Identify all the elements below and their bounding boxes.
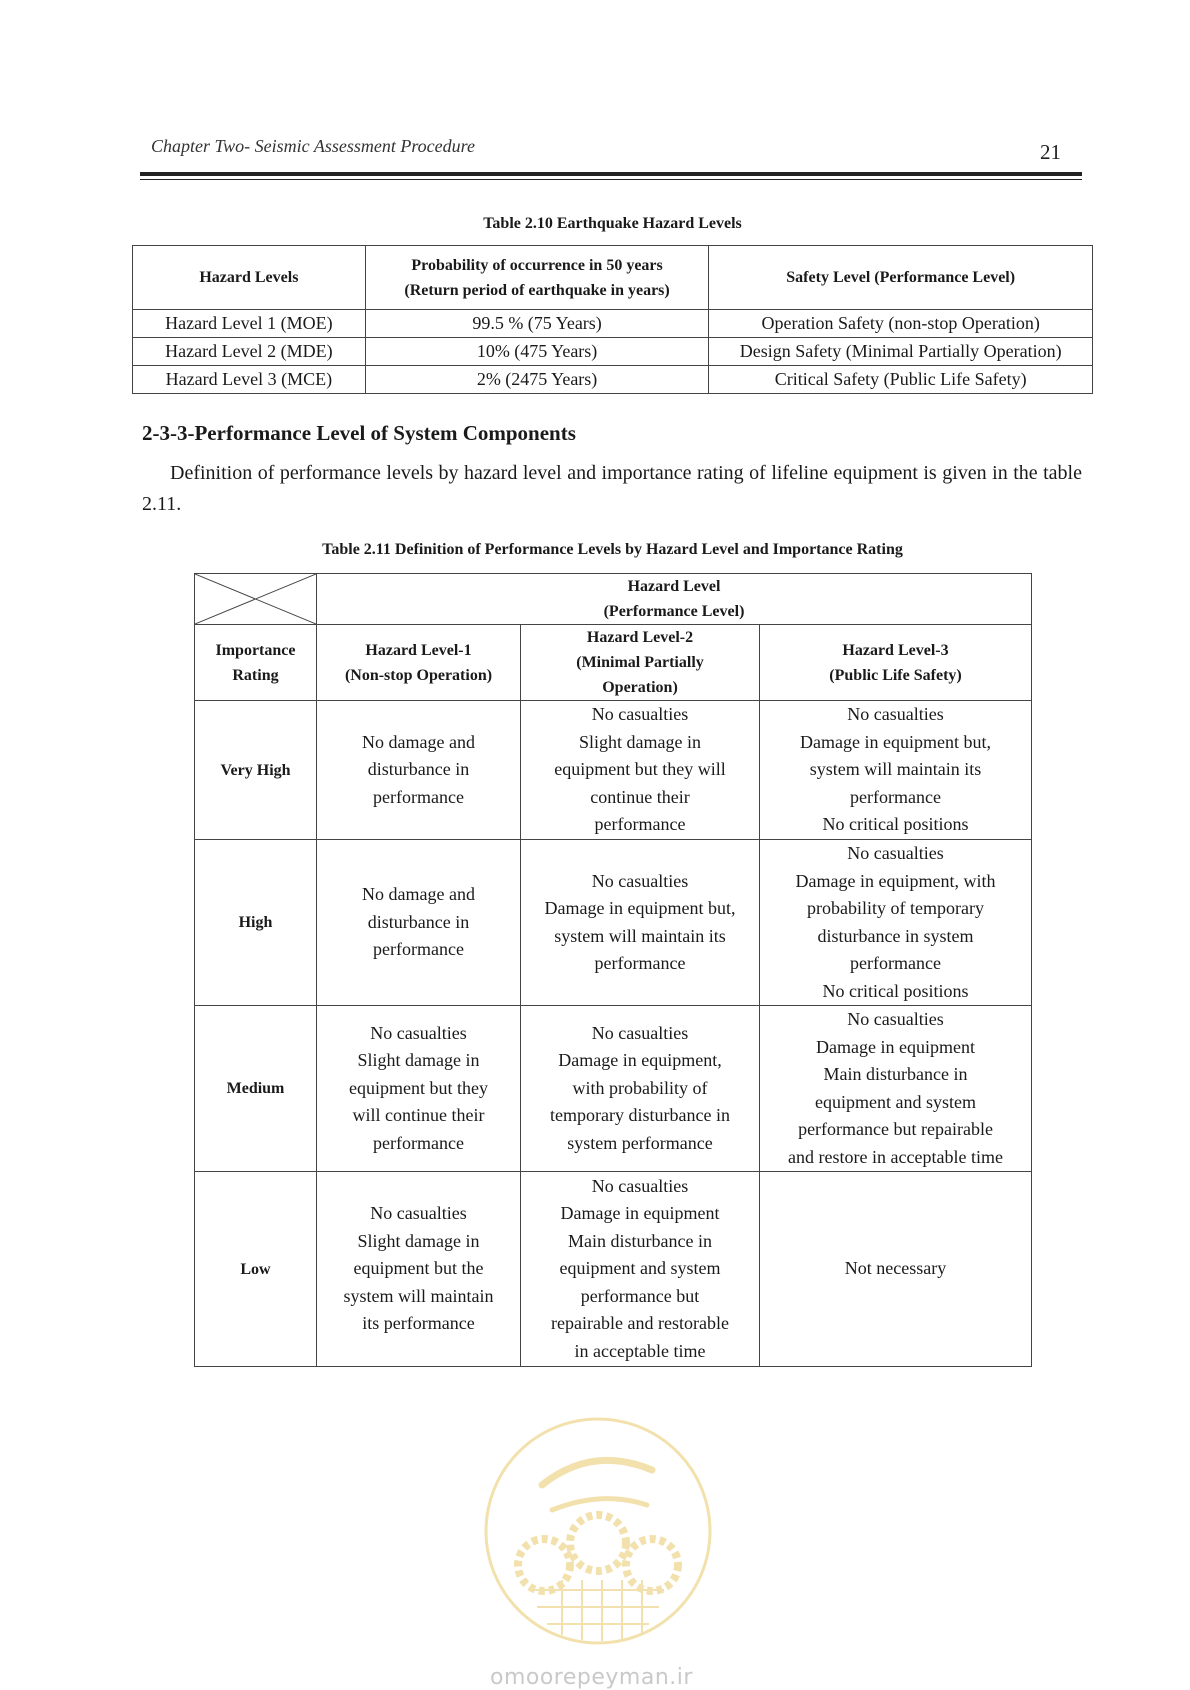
header-hazard-level-3 bbox=[760, 625, 1032, 701]
header-line: Hazard Level-1 bbox=[365, 641, 472, 659]
cell-line: disturbance in system bbox=[817, 925, 974, 946]
section-heading: 2-3-3-Performance Level of System Components bbox=[142, 421, 576, 445]
cell-line: Damage in equipment but, bbox=[800, 731, 991, 752]
header-hazard-level-2 bbox=[521, 625, 760, 701]
cell-line: performance bbox=[850, 953, 941, 973]
cell-line: No critical positions bbox=[822, 814, 969, 835]
corner-cell bbox=[195, 574, 317, 625]
header-line: Rating bbox=[232, 666, 279, 684]
header-line: Operation) bbox=[602, 679, 678, 696]
cell-line: probability of temporary bbox=[807, 898, 984, 918]
cell-line: No critical positions bbox=[822, 980, 969, 1001]
cell-line: No casualties bbox=[847, 1009, 944, 1029]
table-row bbox=[133, 366, 1093, 394]
header-probability-line2: (Return period of earthquake in years) bbox=[404, 281, 670, 299]
cell-line: No damage and bbox=[362, 731, 475, 752]
table-2-10-caption: Table 2.10 Earthquake Hazard Levels bbox=[483, 215, 742, 232]
header-rule-thick bbox=[140, 172, 1082, 176]
cell-safety: Design Safety (Minimal Partially Operation) bbox=[709, 338, 1093, 366]
cell-line: Main disturbance in bbox=[823, 1064, 968, 1084]
cell-line: Slight damage in bbox=[357, 1230, 480, 1251]
cell-h3 bbox=[760, 701, 1032, 840]
cell-h3 bbox=[760, 1172, 1032, 1367]
cell-h2 bbox=[521, 840, 760, 1006]
cell-line: Slight damage in bbox=[357, 1050, 480, 1071]
cell-h2 bbox=[521, 701, 760, 840]
chapter-title: Chapter Two- Seismic Assessment Procedure bbox=[151, 136, 475, 156]
header-rule-thin bbox=[140, 179, 1082, 180]
group-header-row bbox=[195, 574, 1032, 625]
table-row bbox=[133, 310, 1093, 338]
cell-line: and restore in acceptable time bbox=[788, 1146, 1003, 1167]
cell-line: disturbance in bbox=[367, 759, 470, 780]
cell-line: performance bbox=[373, 1132, 464, 1153]
watermark-site: omoorepeyman.ir bbox=[490, 1665, 693, 1690]
cell-importance-rating: Medium bbox=[195, 1006, 317, 1172]
cell-line: Damage in equipment, bbox=[558, 1050, 722, 1071]
header-hazard-level-1 bbox=[317, 625, 521, 701]
section-paragraph: Definition of performance levels by hazard level and importance rating of lifeline equipment is given in the table 2.11. bbox=[142, 462, 1082, 515]
header-safety-level: Safety Level (Performance Level) bbox=[709, 246, 1093, 310]
cell-h1 bbox=[317, 701, 521, 840]
cell-line: equipment but they will bbox=[554, 759, 726, 780]
cell-line: its performance bbox=[362, 1313, 475, 1334]
cell-line: No damage and bbox=[362, 884, 475, 905]
cell-line: system will maintain bbox=[343, 1285, 494, 1306]
cell-line: system performance bbox=[567, 1132, 713, 1153]
cell-line: performance bbox=[594, 953, 686, 973]
cell-line: performance but bbox=[580, 1285, 700, 1306]
cell-line: in acceptable time bbox=[574, 1340, 706, 1361]
cell-hazard: Hazard Level 3 (MCE) bbox=[133, 366, 366, 394]
header-line: Hazard Level-2 bbox=[586, 629, 694, 646]
header-line: (Non-stop Operation) bbox=[344, 666, 493, 684]
cell-line: No casualties bbox=[370, 1203, 467, 1224]
cell-safety: Operation Safety (non-stop Operation) bbox=[709, 310, 1093, 338]
hazard-level-group-header bbox=[317, 574, 1032, 625]
cell-line: No casualties bbox=[847, 704, 944, 725]
cell-probability: 2% (2475 Years) bbox=[365, 366, 709, 394]
cell-h1 bbox=[317, 1006, 521, 1172]
diagonal-cross-icon bbox=[195, 574, 316, 624]
cell-importance-rating: Low bbox=[195, 1172, 317, 1367]
cell-h1 bbox=[317, 840, 521, 1006]
cell-line: Not necessary bbox=[844, 1258, 947, 1279]
cell-line: performance bbox=[594, 814, 686, 835]
header-probability bbox=[365, 246, 709, 310]
page-number: 21 bbox=[1040, 140, 1061, 164]
seal-logo-icon bbox=[482, 1415, 714, 1647]
cell-line: Damage in equipment, with bbox=[795, 870, 996, 891]
header-importance-rating bbox=[195, 625, 317, 701]
cell-importance-rating: High bbox=[195, 840, 317, 1006]
table-row bbox=[195, 701, 1032, 840]
cell-line: Damage in equipment bbox=[816, 1036, 975, 1057]
table-row bbox=[195, 1006, 1032, 1172]
table-row bbox=[133, 338, 1093, 366]
cell-line: performance bbox=[850, 786, 941, 807]
table-2-11-caption: Table 2.11 Definition of Performance Levels by Hazard Level and Importance Rating bbox=[322, 541, 903, 558]
cell-line: equipment and system bbox=[815, 1091, 976, 1112]
cell-line: Damage in equipment bbox=[560, 1203, 720, 1224]
cell-line: will continue their bbox=[352, 1105, 485, 1126]
cell-line: No casualties bbox=[591, 1022, 689, 1043]
cell-probability: 10% (475 Years) bbox=[365, 338, 709, 366]
header-line: Importance bbox=[215, 641, 296, 659]
table-row bbox=[195, 1172, 1032, 1367]
cell-line: system will maintain its bbox=[809, 759, 982, 780]
cell-line: equipment but they bbox=[349, 1077, 488, 1098]
performance-levels-table bbox=[194, 573, 1032, 1367]
header-probability-line1: Probability of occurrence in 50 years bbox=[411, 256, 663, 274]
table-row bbox=[195, 840, 1032, 1006]
cell-line: equipment and system bbox=[559, 1258, 721, 1279]
cell-line: No casualties bbox=[591, 704, 689, 725]
cell-line: continue their bbox=[590, 786, 690, 807]
cell-line: disturbance in bbox=[367, 911, 470, 932]
cell-line: Damage in equipment but, bbox=[544, 898, 736, 918]
cell-line: No casualties bbox=[591, 1175, 689, 1196]
cell-hazard: Hazard Level 2 (MDE) bbox=[133, 338, 366, 366]
group-header-line2: (Performance Level) bbox=[603, 603, 745, 620]
cell-hazard: Hazard Level 1 (MOE) bbox=[133, 310, 366, 338]
performance-table-body bbox=[195, 701, 1032, 1367]
header-line: (Minimal Partially bbox=[576, 654, 704, 671]
cell-line: system will maintain its bbox=[554, 925, 726, 946]
cell-h1 bbox=[317, 1172, 521, 1367]
cell-line: No casualties bbox=[370, 1022, 467, 1043]
cell-h2 bbox=[521, 1172, 760, 1367]
cell-line: temporary disturbance in bbox=[550, 1105, 730, 1126]
cell-line: performance bbox=[373, 786, 464, 807]
cell-safety: Critical Safety (Public Life Safety) bbox=[709, 366, 1093, 394]
cell-line: performance but repairable bbox=[798, 1119, 993, 1139]
cell-line: performance bbox=[373, 939, 464, 960]
cell-line: No casualties bbox=[847, 843, 944, 863]
cell-h3 bbox=[760, 1006, 1032, 1172]
cell-line: equipment but the bbox=[353, 1258, 484, 1279]
cell-line: repairable and restorable bbox=[551, 1313, 729, 1334]
column-header-row bbox=[195, 625, 1032, 701]
header-hazard-levels: Hazard Levels bbox=[133, 246, 366, 310]
cell-line: No casualties bbox=[591, 870, 689, 891]
header-line: (Public Life Safety) bbox=[829, 666, 962, 684]
hazard-levels-table bbox=[132, 245, 1093, 394]
cell-h2 bbox=[521, 1006, 760, 1172]
group-header-line1: Hazard Level bbox=[627, 578, 721, 595]
cell-line: Slight damage in bbox=[579, 731, 701, 752]
cell-importance-rating: Very High bbox=[195, 701, 317, 840]
cell-h3 bbox=[760, 840, 1032, 1006]
header-line: Hazard Level-3 bbox=[842, 641, 949, 659]
cell-probability: 99.5 % (75 Years) bbox=[365, 310, 709, 338]
table-header-row bbox=[133, 246, 1093, 310]
cell-line: Main disturbance in bbox=[568, 1230, 712, 1251]
cell-line: with probability of bbox=[572, 1077, 708, 1098]
